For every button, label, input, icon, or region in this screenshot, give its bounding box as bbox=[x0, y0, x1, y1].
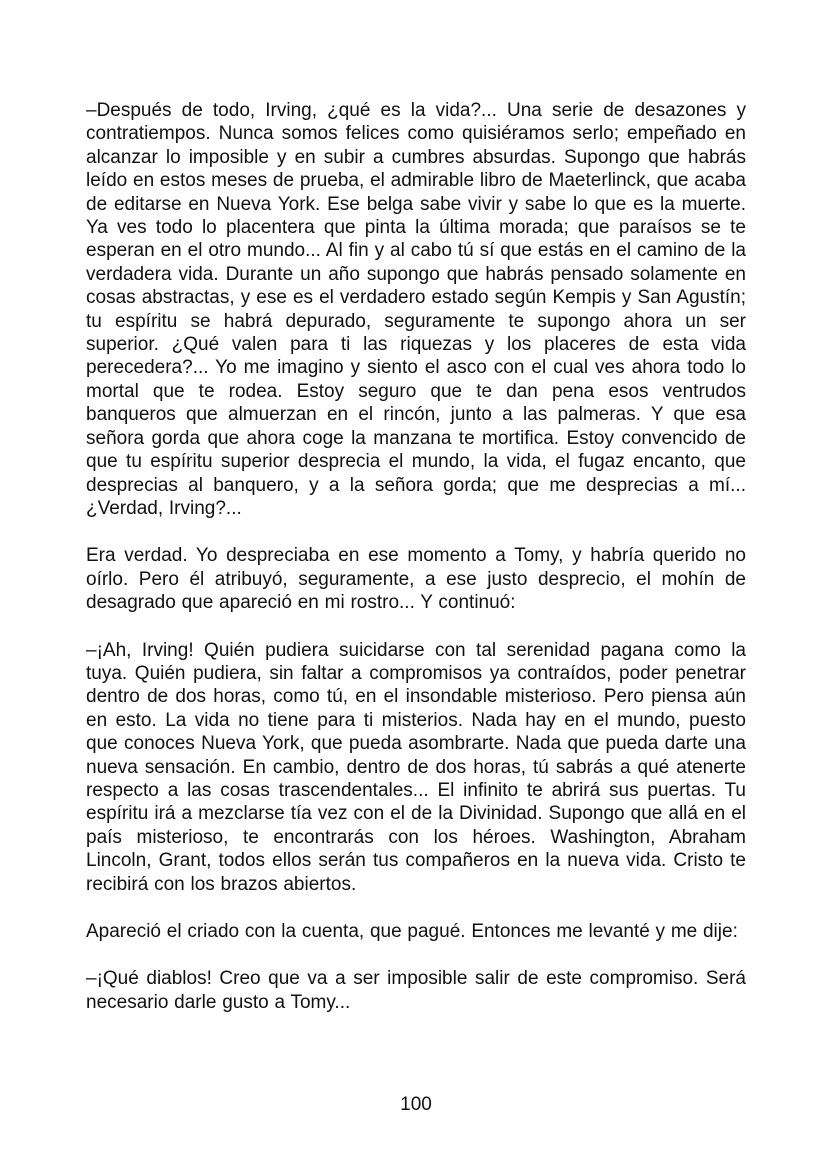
paragraph-1: –Después de todo, Irving, ¿qué es la vida?... Una serie de desazones y contratiempos. Nunca somos felices como quisiéramos serlo; empeñado en alcanzar lo imposible y en subir a cumbres absurdas. Supongo que habrás leído en estos meses de prueba, el admirable libro de Maeterlinck, que acaba de editarse en Nueva York. Ese belga sabe vivir y sabe lo que es la muerte. Ya ves todo lo placentera que pinta la última morada; que paraísos se te esperan en el otro mundo... Al fin y al cabo tú sí que estás en el camino de la verdadera vida. Durante un año supongo que habrás pensado solamente en cosas abstractas, y ese es el verdadero estado según Kempis y San Agustín; tu espíritu se habrá depurado, seguramente te supongo ahora un ser superior. ¿Qué valen para ti las riquezas y los placeres de esta vida perecedera?... Yo me imagino y siento el asco con el cual ves ahora todo lo mortal que te rodea. Estoy seguro que te dan pena esos ventrudos banqueros que almuerzan en el rincón, junto a las palmeras. Y que esa señora gorda que ahora coge la manzana te mortifica. Estoy convencido de que tu espíritu superior desprecia el mundo, la vida, el fugaz encanto, que desprecias al banquero, y a la señora gorda; que me desprecias a mí... ¿Verdad, Irving?... bbox=[86, 100, 746, 519]
paragraph-5: –¡Qué diablos! Creo que va a ser imposible salir de este compromiso. Será necesario darle gusto a Tomy... bbox=[86, 968, 746, 1013]
paragraph-3: –¡Ah, Irving! Quién pudiera suicidarse con tal serenidad pagana como la tuya. Quién pudiera, sin faltar a compromisos ya contraídos, poder penetrar dentro de dos horas, como tú, en el insondable misterioso. Pero piensa aún en esto. La vida no tiene para ti misterios. Nada hay en el mundo, puesto que conoces Nueva York, que pueda asombrarte. Nada que pueda darte una nueva sensación. En cambio, dentro de dos horas, tú sabrás a qué atenerte respecto a las cosas trascendentales... El infinito te abrirá sus puertas. Tu espíritu irá a mezclarse tía vez con el de la Divinidad. Supongo que allá en el país misterioso, te encontrarás con los héroes. Washington, Abraham Lincoln, Grant, todos ellos serán tus compañeros en la nueva vida. Cristo te recibirá con los brazos abiertos. bbox=[86, 639, 746, 895]
paragraph-2: Era verdad. Yo despreciaba en ese momento a Tomy, y habría querido no oírlo. Pero él atribuyó, seguramente, a ese justo desprecio, el mohín de desagrado que apareció en mi rostro... Y continuó: bbox=[86, 545, 746, 614]
paragraph-4: Apareció el criado con la cuenta, que pagué. Entonces me levanté y me dije: bbox=[86, 921, 738, 942]
page-number: 100 bbox=[400, 1094, 432, 1115]
page-text-block bbox=[86, 99, 746, 1014]
